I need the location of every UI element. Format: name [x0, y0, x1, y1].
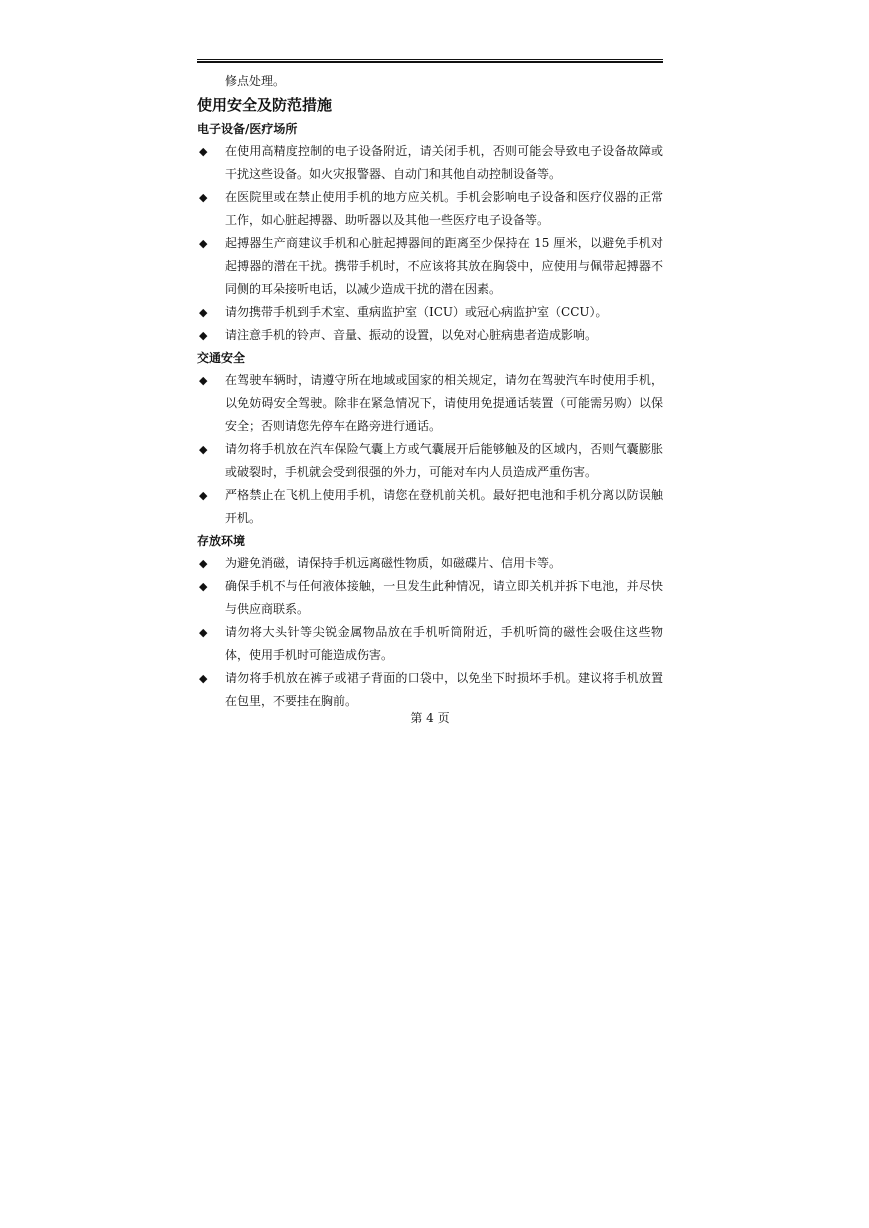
list-item-text: 为避免消磁，请保持手机远离磁性物质，如磁碟片、信用卡等。 [225, 556, 562, 570]
list-item [197, 621, 663, 667]
list-item-text: 起搏器生产商建议手机和心脏起搏器间的距离至少保持在 15 厘米，以避免手机对起搏器的潜在干扰。携带手机时，不应该将其放在胸袋中，应使用与佩带起搏器不同侧的耳朵接听电话，以减少造成干扰的潜在因素。 [225, 236, 663, 296]
list-item [197, 232, 663, 301]
diamond-bullet-icon: ◆ [199, 626, 208, 639]
list-item-text: 请勿将手机放在裤子或裙子背面的口袋中，以免坐下时损坏手机。建议将手机放置在包里，不要挂在胸前。 [225, 671, 663, 708]
list-item-text: 请注意手机的铃声、音量、振动的设置，以免对心脏病患者造成影响。 [225, 328, 598, 342]
list-item [197, 369, 663, 438]
list-item [197, 140, 663, 186]
bullet-list-storage [197, 552, 663, 713]
list-item-text: 在医院里或在禁止使用手机的地方应关机。手机会影响电子设备和医疗仪器的正常工作，如心脏起搏器、助听器以及其他一些医疗电子设备等。 [225, 190, 663, 227]
subsection-heading-storage: 存放环境 [197, 534, 246, 548]
list-item [197, 301, 663, 324]
header-rule [197, 59, 663, 63]
diamond-bullet-icon: ◆ [199, 374, 208, 387]
diamond-bullet-icon: ◆ [199, 580, 208, 593]
list-item-text: 请勿将大头针等尖锐金属物品放在手机听筒附近，手机听筒的磁性会吸住这些物体，使用手机时可能造成伤害。 [225, 625, 663, 662]
diamond-bullet-icon: ◆ [199, 329, 208, 342]
page-number: 第 4 页 [410, 711, 450, 725]
list-item-text: 请勿携带手机到手术室、重病监护室（ICU）或冠心病监护室（CCU）。 [225, 305, 608, 319]
list-item-text: 在使用高精度控制的电子设备附近，请关闭手机，否则可能会导致电子设备故障或干扰这些设备。如火灾报警器、自动门和其他自动控制设备等。 [225, 144, 663, 181]
list-item [197, 186, 663, 232]
diamond-bullet-icon: ◆ [199, 145, 208, 158]
page-content [197, 70, 663, 713]
list-item-text: 请勿将手机放在汽车保险气囊上方或气囊展开后能够触及的区域内，否则气囊膨胀或破裂时，手机就会受到很强的外力，可能对车内人员造成严重伤害。 [225, 442, 663, 479]
diamond-bullet-icon: ◆ [199, 672, 208, 685]
list-item [197, 575, 663, 621]
subsection-heading-medical: 电子设备/医疗场所 [197, 122, 298, 136]
continued-paragraph: 修点处理。 [225, 74, 286, 88]
section-title: 使用安全及防范措施 [197, 96, 333, 114]
diamond-bullet-icon: ◆ [199, 489, 208, 502]
bullet-list-traffic [197, 369, 663, 530]
diamond-bullet-icon: ◆ [199, 306, 208, 319]
diamond-bullet-icon: ◆ [199, 443, 208, 456]
bullet-list-medical [197, 140, 663, 347]
list-item [197, 484, 663, 530]
list-item [197, 438, 663, 484]
subsection-heading-traffic: 交通安全 [197, 351, 246, 365]
list-item-text: 确保手机不与任何液体接触，一旦发生此种情况，请立即关机并拆下电池，并尽快与供应商联系。 [225, 579, 663, 616]
diamond-bullet-icon: ◆ [199, 557, 208, 570]
diamond-bullet-icon: ◆ [199, 191, 208, 204]
diamond-bullet-icon: ◆ [199, 237, 208, 250]
list-item [197, 552, 663, 575]
list-item-text: 严格禁止在飞机上使用手机，请您在登机前关机。最好把电池和手机分离以防误触开机。 [225, 488, 663, 525]
list-item [197, 324, 663, 347]
list-item-text: 在驾驶车辆时，请遵守所在地域或国家的相关规定，请勿在驾驶汽车时使用手机，以免妨碍安全驾驶。除非在紧急情况下，请使用免提通话装置（可能需另购）以保安全；否则请您先停车在路旁进行通话。 [225, 373, 663, 433]
